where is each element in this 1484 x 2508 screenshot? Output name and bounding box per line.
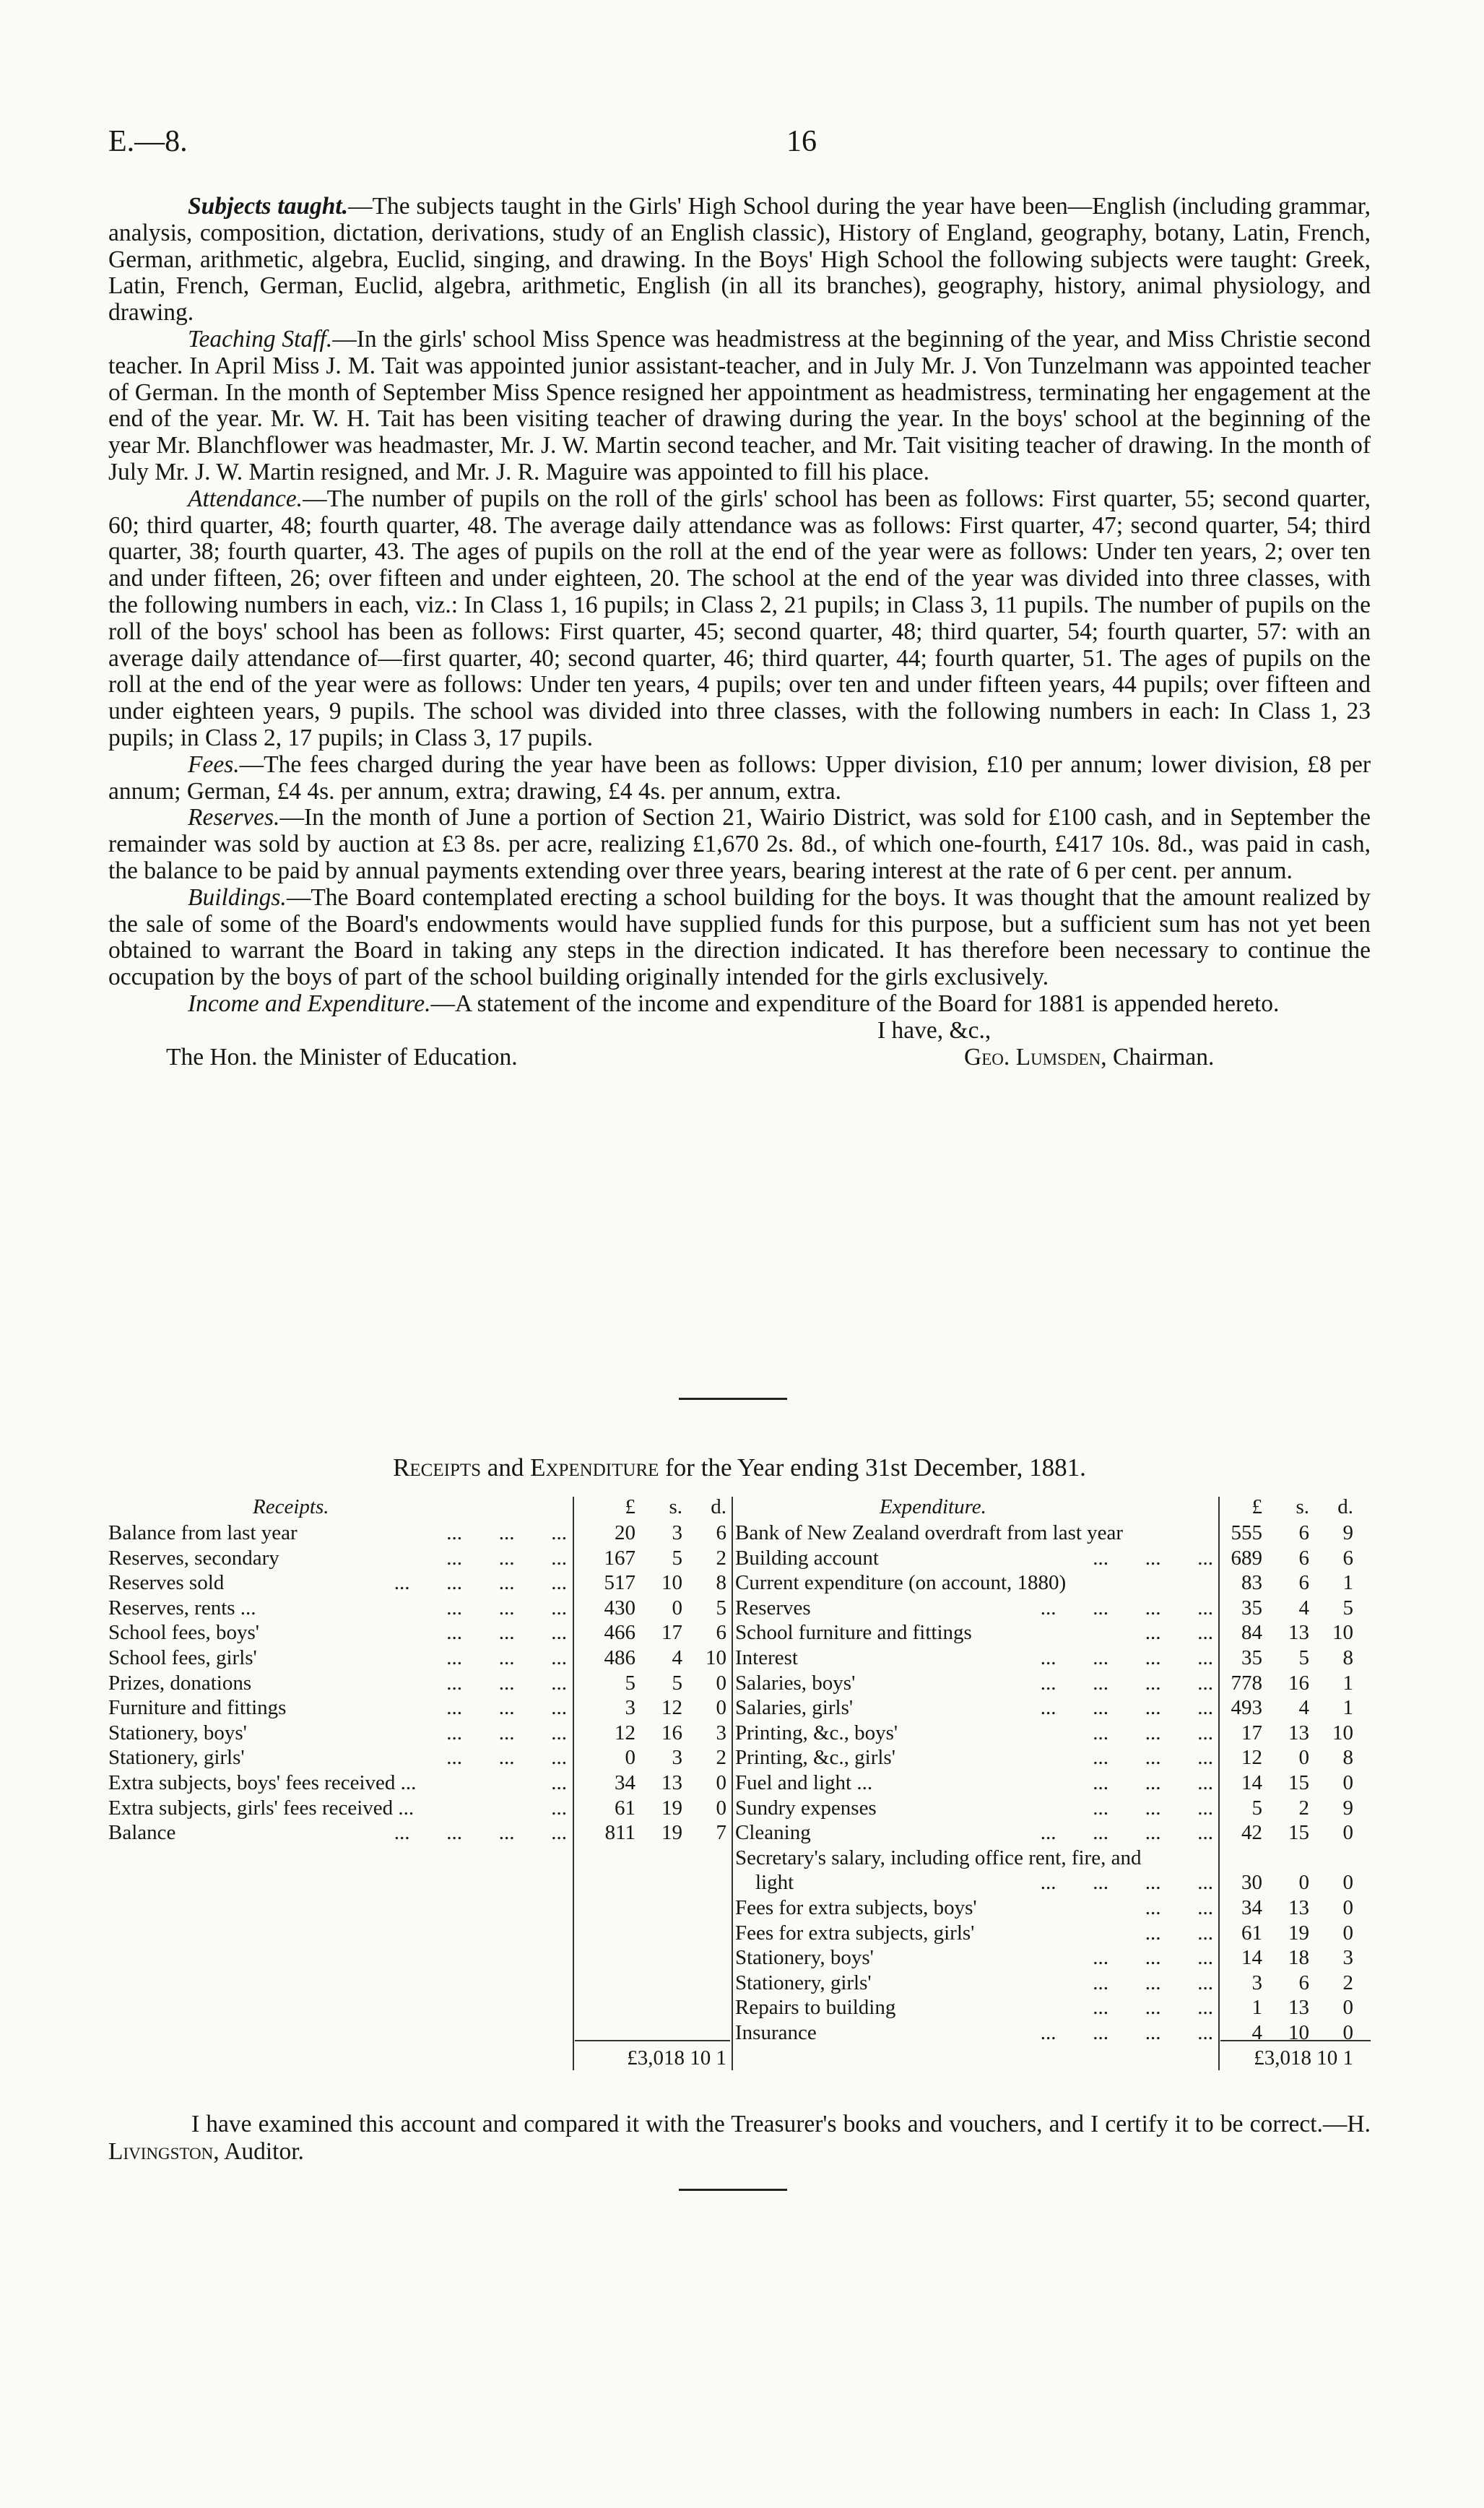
receipts-row xyxy=(108,1571,729,1596)
pence-value: 0 xyxy=(716,1796,726,1820)
receipts-row xyxy=(108,1646,729,1671)
pounds-value: 5 xyxy=(1251,1796,1262,1820)
row-label: Reserves, secondary xyxy=(108,1546,279,1570)
expenditure-row xyxy=(735,1746,1356,1770)
pounds-value: 61 xyxy=(615,1796,635,1820)
pounds-value: 689 xyxy=(1231,1546,1262,1570)
pence-value: 0 xyxy=(716,1771,726,1794)
pence-value: 1 xyxy=(1342,1571,1353,1595)
heading-subjects-taught: Subjects taught. xyxy=(188,193,349,220)
shillings-value: 0 xyxy=(672,1596,682,1620)
shillings-value: 16 xyxy=(1288,1671,1309,1695)
leader-dots: ... ... ... xyxy=(446,1646,567,1669)
signatory-role: , Chairman. xyxy=(1101,1043,1215,1071)
shillings-value: 2 xyxy=(1298,1796,1309,1820)
shillings-head: s. xyxy=(669,1495,682,1518)
total-rule xyxy=(575,2040,730,2041)
shillings-value: 6 xyxy=(1298,1971,1309,1994)
row-label: Furniture and fittings xyxy=(108,1696,287,1720)
shillings-value: 17 xyxy=(661,1621,682,1645)
shillings-value: 13 xyxy=(1288,1721,1309,1744)
expenditure-row xyxy=(735,1896,1356,1921)
table-title xyxy=(108,1453,1371,1482)
expenditure-heading-row xyxy=(735,1495,1371,1520)
expenditure-row xyxy=(735,1996,1356,2020)
leader-dots: ... ... ... xyxy=(1093,1796,1213,1820)
paragraph-text: —A statement of the income and expenditure of the Board for 1881 is appended hereto. xyxy=(430,990,1280,1017)
receipts-row xyxy=(108,1596,729,1621)
row-label: Sundry expenses xyxy=(735,1796,877,1820)
shillings-value: 15 xyxy=(1288,1821,1309,1845)
paragraph-text: —The number of pupils on the roll of the girls' school has been as follows: First quarter, 55; second quarter, 60; third quarter, 48; fourth quarter, 48. The average daily attendance was as follows: First quarter, 47; second quarter, 54; third quarter, 38; fourth quarter, 43. The ages of pupils on the roll at the end of the year were as follows: Under ten years, 2; over ten and under fifteen, 26; over fifteen and under eighteen, 20. The school at the end of the year was divided into three classes, with the following numbers in each, viz.: In Class 1, 16 pupils; in Class 2, 21 pupils; in Class 3, 11 pupils. The number of pupils on the roll of the boys' school has been as follows: First quarter, 45; second quarter, 48; third quarter, 54; fourth quarter, 57: with an average daily attendance of—first quarter, 40; second quarter, 46; third quarter, 44; fourth quarter, 51. The ages of pupils on the roll at the end of the year were as follows: Under ten years, 4 pupils; over ten and under fifteen years, 44 pupils; over fifteen and under eighteen years, 9 pupils. The school was divided into three classes, with the following numbers in each: In Class 1, 23 pupils; in Class 2, 17 pupils; in Class 3, 17 pupils. xyxy=(108,485,1371,751)
shillings-value: 3 xyxy=(672,1746,682,1770)
pounds-value: 3 xyxy=(1251,1971,1262,1994)
pounds-value: 3 xyxy=(625,1696,635,1720)
shillings-value: 3 xyxy=(672,1521,682,1544)
row-label: Bank of New Zealand overdraft from last year xyxy=(735,1521,1124,1544)
pounds-value: 17 xyxy=(1241,1721,1262,1744)
shillings-head: s. xyxy=(1296,1495,1309,1518)
heading-teaching-staff: Teaching Staff. xyxy=(188,325,333,353)
pence-value: 2 xyxy=(716,1746,726,1770)
closing-divider xyxy=(679,2189,787,2191)
shillings-value: 5 xyxy=(672,1546,682,1570)
pence-value: 6 xyxy=(716,1521,726,1544)
receipts-row xyxy=(108,1547,729,1571)
receipts-heading-row xyxy=(108,1495,729,1520)
pounds-value: 555 xyxy=(1231,1521,1262,1544)
leader-dots: ... ... ... xyxy=(1093,1721,1213,1744)
leader-dots: ... ... ... xyxy=(446,1746,567,1770)
pence-value: 3 xyxy=(716,1721,726,1744)
row-label: Stationery, girls' xyxy=(108,1746,245,1770)
pence-value: 10 xyxy=(706,1646,726,1669)
pounds-value: 20 xyxy=(615,1521,635,1544)
pounds-value: 35 xyxy=(1241,1596,1262,1620)
leader-dots: ... xyxy=(551,1771,567,1794)
shillings-value: 0 xyxy=(1298,1871,1309,1895)
pence-value: 9 xyxy=(1342,1521,1353,1544)
heading-income-expenditure: Income and Expenditure. xyxy=(188,990,431,1017)
row-label: Cleaning xyxy=(735,1821,811,1845)
auditor-name: Livingston xyxy=(108,2138,214,2165)
row-label: Balance xyxy=(108,1821,176,1845)
row-label: Fuel and light ... xyxy=(735,1771,873,1794)
leader-dots: ... ... ... ... xyxy=(394,1821,567,1845)
shillings-value: 0 xyxy=(1298,1746,1309,1770)
row-label: Reserves sold xyxy=(108,1571,225,1595)
row-label: Salaries, boys' xyxy=(735,1671,856,1695)
expenditure-row xyxy=(735,1971,1356,1996)
signature xyxy=(964,1045,1214,1071)
row-label: Stationery, boys' xyxy=(735,1946,874,1970)
pence-value: 6 xyxy=(1342,1546,1353,1570)
pounds-head: £ xyxy=(1251,1495,1262,1518)
shillings-value: 10 xyxy=(1288,2021,1309,2044)
pounds-value: 35 xyxy=(1241,1646,1262,1669)
receipts-row xyxy=(108,1621,729,1646)
pounds-value: 466 xyxy=(604,1621,635,1645)
receipts-row xyxy=(108,1672,729,1696)
paragraph-text: —The fees charged during the year have been as follows: Upper division, £10 per annum; lower division, £8 per annum; German, £4 4s. per annum, extra; drawing, £4 4s. per annum, extra. xyxy=(108,751,1371,805)
pounds-value: 811 xyxy=(604,1821,635,1845)
shillings-value: 12 xyxy=(661,1696,682,1720)
shillings-value: 5 xyxy=(1298,1646,1309,1669)
heading-attendance: Attendance. xyxy=(188,485,303,512)
shillings-value: 6 xyxy=(1298,1521,1309,1544)
leader-dots: ... ... xyxy=(1145,1621,1213,1645)
pounds-value: 430 xyxy=(604,1596,635,1620)
auditor-role: , Auditor. xyxy=(213,2138,304,2165)
pounds-value: 34 xyxy=(615,1771,635,1794)
row-label: Interest xyxy=(735,1646,798,1669)
pence-value: 0 xyxy=(1342,2021,1353,2044)
expenditure-row xyxy=(735,1796,1356,1821)
pence-value: 1 xyxy=(1342,1671,1353,1695)
receipts-row xyxy=(108,1771,729,1796)
row-label: Fees for extra subjects, boys' xyxy=(735,1896,977,1919)
expenditure-row xyxy=(735,1946,1356,1971)
pounds-value: 12 xyxy=(615,1721,635,1744)
title-expenditure: Expenditure xyxy=(530,1453,659,1482)
heading-buildings: Buildings. xyxy=(188,883,287,911)
expenditure-total: £3,018 10 1 xyxy=(1254,2046,1353,2070)
pounds-value: 517 xyxy=(604,1571,635,1595)
document-reference: E.—8. xyxy=(108,125,188,158)
pence-value: 2 xyxy=(1342,1971,1353,1994)
expenditure-row xyxy=(735,1596,1356,1621)
leader-dots: ... ... ... xyxy=(446,1721,567,1744)
pounds-value: 0 xyxy=(625,1746,635,1770)
pence-value: 0 xyxy=(1342,1821,1353,1845)
pence-head: d. xyxy=(1337,1495,1353,1518)
pence-value: 8 xyxy=(1342,1746,1353,1770)
expenditure-row xyxy=(735,1721,1356,1746)
paragraph-income xyxy=(108,991,1371,1018)
expenditure-row xyxy=(735,2021,1356,2046)
row-label: Reserves xyxy=(735,1596,811,1620)
row-label: Current expenditure (on account, 1880) xyxy=(735,1571,1067,1595)
shillings-value: 13 xyxy=(1288,1896,1309,1919)
paragraph-text: —The subjects taught in the Girls' High School during the year have been—English (including grammar, analysis, composition, dictation, derivations, study of an English classic), History of England, geography, botany, Latin, French, German, arithmetic, algebra, Euclid, singing, and drawing. In the Boys' High School the following subjects were taught: Greek, Latin, French, German, Euclid, algebra, arithmetic, English (in all its branches), geography, history, animal physiology, and drawing. xyxy=(108,193,1371,327)
pence-head: d. xyxy=(711,1495,726,1518)
expenditure-row xyxy=(735,1621,1356,1646)
pounds-value: 61 xyxy=(1241,1921,1262,1945)
row-label: Repairs to building xyxy=(735,1996,896,2020)
row-label: Reserves, rents ... xyxy=(108,1596,256,1620)
paragraph-attendance xyxy=(108,486,1371,752)
signatory-name: Lumsden xyxy=(1015,1043,1101,1071)
receipts-row xyxy=(108,1696,729,1721)
pounds-value: 486 xyxy=(604,1646,635,1669)
expenditure-row xyxy=(735,1521,1356,1546)
pence-value: 3 xyxy=(1342,1946,1353,1970)
leader-dots: ... ... ... xyxy=(446,1696,567,1720)
leader-dots: ... ... ... ... xyxy=(1040,1821,1213,1845)
pounds-value: 14 xyxy=(1241,1946,1262,1970)
expenditure-row xyxy=(735,1821,1356,1846)
pounds-value: 42 xyxy=(1241,1821,1262,1845)
leader-dots: ... ... ... xyxy=(1093,1946,1213,1970)
pounds-value: 30 xyxy=(1241,1871,1262,1895)
row-label: Stationery, girls' xyxy=(735,1971,872,1994)
shillings-value: 5 xyxy=(672,1671,682,1695)
receipts-row xyxy=(108,1796,729,1821)
receipts-row xyxy=(108,1746,729,1770)
accounts-table xyxy=(108,1495,1371,2073)
pence-value: 1 xyxy=(1342,1696,1353,1720)
paragraph-buildings xyxy=(108,885,1371,991)
shillings-value: 19 xyxy=(661,1796,682,1820)
receipts-row xyxy=(108,1521,729,1546)
row-label: Balance from last year xyxy=(108,1521,298,1544)
paragraph-fees xyxy=(108,752,1371,805)
leader-dots: ... ... ... xyxy=(446,1521,567,1544)
pence-value: 5 xyxy=(1342,1596,1353,1620)
expenditure-heading: Expenditure. xyxy=(880,1495,986,1518)
auditor-certification xyxy=(108,2111,1371,2166)
pounds-head: £ xyxy=(625,1495,635,1518)
pence-value: 7 xyxy=(716,1821,726,1845)
expenditure-row xyxy=(735,1646,1356,1671)
leader-dots: ... ... ... xyxy=(446,1596,567,1620)
pounds-value: 493 xyxy=(1231,1696,1262,1720)
row-label: Extra subjects, girls' fees received ... xyxy=(108,1796,415,1820)
signatory-initial: Geo. xyxy=(964,1043,1016,1071)
row-label: School fees, girls' xyxy=(108,1646,257,1669)
paragraph-subjects xyxy=(108,194,1371,327)
pence-value: 9 xyxy=(1342,1796,1353,1820)
leader-dots: ... ... ... ... xyxy=(1040,1671,1213,1695)
row-label: Secretary's salary, including office rent, fire, and xyxy=(735,1846,1142,1869)
title-period: for the Year ending 31st December, 1881. xyxy=(659,1453,1086,1482)
leader-dots: ... ... ... xyxy=(446,1546,567,1570)
leader-dots: ... ... xyxy=(1145,1896,1213,1919)
receipts-row xyxy=(108,1821,729,1846)
pounds-value: 1 xyxy=(1251,1996,1262,2020)
title-and: and xyxy=(481,1453,531,1482)
row-label: Fees for extra subjects, girls' xyxy=(735,1921,975,1945)
shillings-value: 10 xyxy=(661,1571,682,1595)
title-receipts: Receipts xyxy=(393,1453,482,1482)
leader-dots: ... ... ... ... xyxy=(1040,2021,1213,2044)
page-number: 16 xyxy=(786,125,817,158)
expenditure-row xyxy=(735,1846,1356,1871)
certification-text: I have examined this account and compared it with the Treasurer's books and vouchers, and I certify it to be correct.—H. xyxy=(191,2111,1371,2137)
leader-dots: ... ... ... xyxy=(446,1671,567,1695)
shillings-value: 13 xyxy=(661,1771,682,1794)
pence-value: 0 xyxy=(1342,1871,1353,1895)
paragraph-text: —The Board contemplated erecting a school building for the boys. It was thought that the amount realized by the sale of some of the Board's endowments would have supplied funds for this purpose, but a sufficient sum has not yet been obtained to warrant the Board in taking any steps in the direction indicated. It has therefore been necessary to continue the occupation by the boys of part of the school building originally intended for the girls exclusively. xyxy=(108,883,1371,991)
pence-value: 8 xyxy=(1342,1646,1353,1669)
shillings-value: 13 xyxy=(1288,1996,1309,2020)
shillings-value: 4 xyxy=(1298,1596,1309,1620)
shillings-value: 15 xyxy=(1288,1771,1309,1794)
leader-dots: ... ... ... xyxy=(1093,1546,1213,1570)
leader-dots: ... ... ... ... xyxy=(1040,1871,1213,1895)
heading-reserves: Reserves. xyxy=(188,804,280,831)
expenditure-row xyxy=(735,1571,1356,1596)
pence-value: 5 xyxy=(716,1596,726,1620)
pounds-value: 4 xyxy=(1251,2021,1262,2044)
shillings-value: 16 xyxy=(661,1721,682,1744)
expenditure-row xyxy=(735,1871,1356,1895)
shillings-value: 6 xyxy=(1298,1546,1309,1570)
pence-value: 2 xyxy=(716,1546,726,1570)
shillings-value: 19 xyxy=(661,1821,682,1845)
leader-dots: ... ... ... xyxy=(1093,1771,1213,1794)
pounds-value: 84 xyxy=(1241,1621,1262,1645)
leader-dots: ... ... ... ... xyxy=(1040,1696,1213,1720)
shillings-value: 4 xyxy=(1298,1696,1309,1720)
row-label: Extra subjects, boys' fees received ... xyxy=(108,1771,417,1794)
shillings-value: 18 xyxy=(1288,1946,1309,1970)
shillings-value: 4 xyxy=(672,1646,682,1669)
leader-dots: ... xyxy=(551,1796,567,1820)
leader-dots: ... ... ... xyxy=(1093,1746,1213,1770)
shillings-value: 6 xyxy=(1298,1571,1309,1595)
leader-dots: ... ... ... xyxy=(446,1621,567,1645)
signoff-block xyxy=(108,1018,1371,1071)
row-label: light xyxy=(755,1871,794,1895)
shillings-value: 19 xyxy=(1288,1921,1309,1945)
leader-dots: ... ... ... xyxy=(1093,1971,1213,1994)
pounds-value: 12 xyxy=(1241,1746,1262,1770)
row-label: Building account xyxy=(735,1546,879,1570)
expenditure-row xyxy=(735,1771,1356,1796)
pence-value: 0 xyxy=(1342,1921,1353,1945)
pence-value: 0 xyxy=(716,1671,726,1695)
expenditure-row xyxy=(735,1696,1356,1721)
addressee: The Hon. the Minister of Education. xyxy=(166,1043,518,1071)
pence-value: 0 xyxy=(1342,1896,1353,1919)
row-label: Stationery, boys' xyxy=(108,1721,247,1744)
expenditure-row xyxy=(735,1547,1356,1571)
closing: I have, &c., xyxy=(877,1016,991,1044)
leader-dots: ... ... ... ... xyxy=(394,1571,567,1595)
column-rule xyxy=(732,1497,733,2070)
row-label: Salaries, girls' xyxy=(735,1696,854,1720)
receipts-heading: Receipts. xyxy=(253,1495,329,1518)
receipts-row xyxy=(108,1721,729,1746)
paragraph-staff xyxy=(108,327,1371,486)
shillings-value: 13 xyxy=(1288,1621,1309,1645)
report-body xyxy=(108,194,1371,1071)
page-header xyxy=(108,124,1376,160)
pence-value: 8 xyxy=(716,1571,726,1595)
pounds-value: 167 xyxy=(604,1546,635,1570)
paragraph-text: —In the month of June a portion of Section 21, Wairio District, was sold for £100 cash, and in September the remainder was sold by auction at £3 8s. per acre, realizing £1,670 2s. 8d., of which one-fourth, £417 10s. 8d., was paid in cash, the balance to be paid by annual payments extending over three years, bearing interest at the rate of 6 per cent. per annum. xyxy=(108,804,1371,884)
pence-value: 6 xyxy=(716,1621,726,1645)
pounds-value: 34 xyxy=(1241,1896,1262,1919)
pence-value: 0 xyxy=(1342,1996,1353,2020)
leader-dots: ... ... ... xyxy=(1093,1996,1213,2020)
row-label: School furniture and fittings xyxy=(735,1621,972,1645)
pence-value: 10 xyxy=(1332,1721,1353,1744)
pounds-value: 14 xyxy=(1241,1771,1262,1794)
expenditure-row xyxy=(735,1921,1356,1946)
pounds-value: 5 xyxy=(625,1671,635,1695)
row-label: Printing, &c., girls' xyxy=(735,1746,895,1770)
row-label: Printing, &c., boys' xyxy=(735,1721,898,1744)
pounds-value: 83 xyxy=(1241,1571,1262,1595)
receipts-total-row xyxy=(108,2046,729,2071)
row-label: Prizes, donations xyxy=(108,1671,252,1695)
pence-value: 10 xyxy=(1332,1621,1353,1645)
pence-value: 0 xyxy=(1342,1771,1353,1794)
heading-fees: Fees. xyxy=(188,751,240,778)
paragraph-text: —In the girls' school Miss Spence was headmistress at the beginning of the year, and Miss Christie second teacher. In April Miss J. M. Tait was appointed junior assistant-teacher, and in July Mr. J. Von Tunzelmann was appointed teacher of German. In the month of September Miss Spence resigned her appointment as headmistress, terminating her engagement at the end of the year. Mr. W. H. Tait has been visiting teacher of drawing during the year. In the boys' school at the beginning of the year Mr. Blanchflower was headmaster, Mr. J. W. Martin second teacher, and Mr. Tait visiting teacher of drawing. In the month of July Mr. J. W. Martin resigned, and Mr. J. R. Maguire was appointed to fill his place. xyxy=(108,325,1371,485)
row-label: Insurance xyxy=(735,2021,817,2044)
paragraph-reserves xyxy=(108,805,1371,884)
row-label: School fees, boys' xyxy=(108,1621,260,1645)
receipts-total: £3,018 10 1 xyxy=(627,2046,726,2070)
pence-value: 0 xyxy=(716,1696,726,1720)
leader-dots: ... ... ... ... xyxy=(1040,1646,1213,1669)
expenditure-row xyxy=(735,1672,1356,1696)
section-divider xyxy=(679,1398,787,1400)
expenditure-total-row xyxy=(735,2046,1371,2071)
pounds-value: 778 xyxy=(1231,1671,1262,1695)
leader-dots: ... ... xyxy=(1145,1921,1213,1945)
leader-dots: ... ... ... ... xyxy=(1040,1596,1213,1620)
